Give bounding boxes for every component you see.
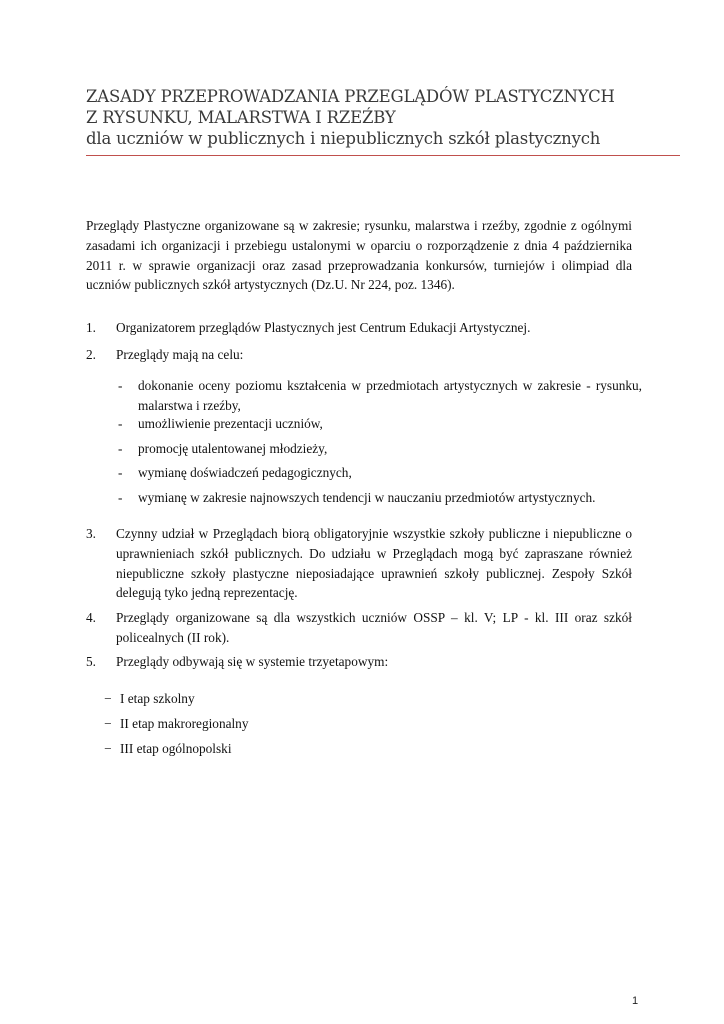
list-text: Organizatorem przeglądów Plastycznych jest Centrum Edukacji Artystycznej. <box>116 320 531 335</box>
goal-text: dokonanie oceny poziomu kształcenia w przedmiotach artystycznych w zakresie - rysunku, malarstwa i rzeźby, <box>138 378 642 413</box>
goal-text: umożliwienie prezentacji uczniów, <box>138 416 323 431</box>
goal-item <box>118 488 642 508</box>
list-item-5 <box>86 652 632 672</box>
list-number: 3. <box>86 526 96 541</box>
list-number: 4. <box>86 610 96 625</box>
dash-bullet: - <box>118 490 123 505</box>
subtitle: dla uczniów w publicznych i niepublicznych szkół plastycznych <box>86 129 601 148</box>
list-number: 2. <box>86 347 96 362</box>
page-number: 1 <box>632 995 639 1007</box>
title-line-1: ZASADY PRZEPROWADZANIA PRZEGLĄDÓW PLASTYCZNYCH <box>86 87 615 106</box>
stage-item <box>104 739 232 759</box>
stage-text: III etap ogólnopolski <box>120 741 232 756</box>
list-item-4 <box>86 608 632 648</box>
dash-bullet: - <box>118 465 123 480</box>
stage-text: II etap makroregionalny <box>120 716 249 731</box>
list-number: 1. <box>86 320 96 335</box>
goal-text: wymianę w zakresie najnowszych tendencji w nauczaniu przedmiotów artystycznych. <box>138 490 596 505</box>
stage-item <box>104 714 248 734</box>
list-item-3 <box>86 524 632 603</box>
list-item-2 <box>86 345 632 365</box>
list-text: Przeglądy mają na celu: <box>116 347 244 362</box>
goal-item <box>118 463 642 483</box>
list-text: Czynny udział w Przeglądach biorą obligatoryjnie wszystkie szkoły publiczne i niepubliczne o uprawnieniach szkół publicznych. Do udziału w Przeglądach mogą być zapraszane również niepubliczne szkoły plastyczne nieposiadające uprawnień szkoły publicznej. Zespoły Szkół delegują tyko jedną reprezentację. <box>116 526 632 601</box>
stage-text: I etap szkolny <box>120 691 195 706</box>
dash-bullet: − <box>104 716 112 731</box>
list-number: 5. <box>86 654 96 669</box>
intro-paragraph: Przeglądy Plastyczne organizowane są w zakresie; rysunku, malarstwa i rzeźby, zgodnie z ogólnymi zasadami ich organizacji i przebiegu ustalonymi w oparciu o rozporządzenie z dnia 4 października 2011 r. w sprawie organizacji oraz zasad przeprowadzania konkursów, turniejów i olimpiad dla uczniów publicznych szkół artystycznych (Dz.U. Nr 224, poz. 1346). <box>86 218 632 293</box>
title-line-2: Z RYSUNKU, MALARSTWA I RZEŹBY <box>86 108 396 127</box>
dash-bullet: - <box>118 378 123 393</box>
dash-bullet: − <box>104 691 112 706</box>
list-item-1 <box>86 318 632 338</box>
goal-item <box>118 376 642 416</box>
list-text: Przeglądy odbywają się w systemie trzyetapowym: <box>116 654 389 669</box>
goal-item <box>118 439 642 459</box>
goal-item <box>118 414 642 434</box>
list-text: Przeglądy organizowane są dla wszystkich uczniów OSSP – kl. V; LP - kl. III oraz szkół policealnych (II rok). <box>116 610 632 645</box>
goal-text: wymianę doświadczeń pedagogicznych, <box>138 465 352 480</box>
stage-item <box>104 689 195 709</box>
document-title <box>86 86 680 156</box>
dash-bullet: - <box>118 416 123 431</box>
dash-bullet: - <box>118 441 123 456</box>
goal-text: promocję utalentowanej młodzieży, <box>138 441 328 456</box>
dash-bullet: − <box>104 741 112 756</box>
